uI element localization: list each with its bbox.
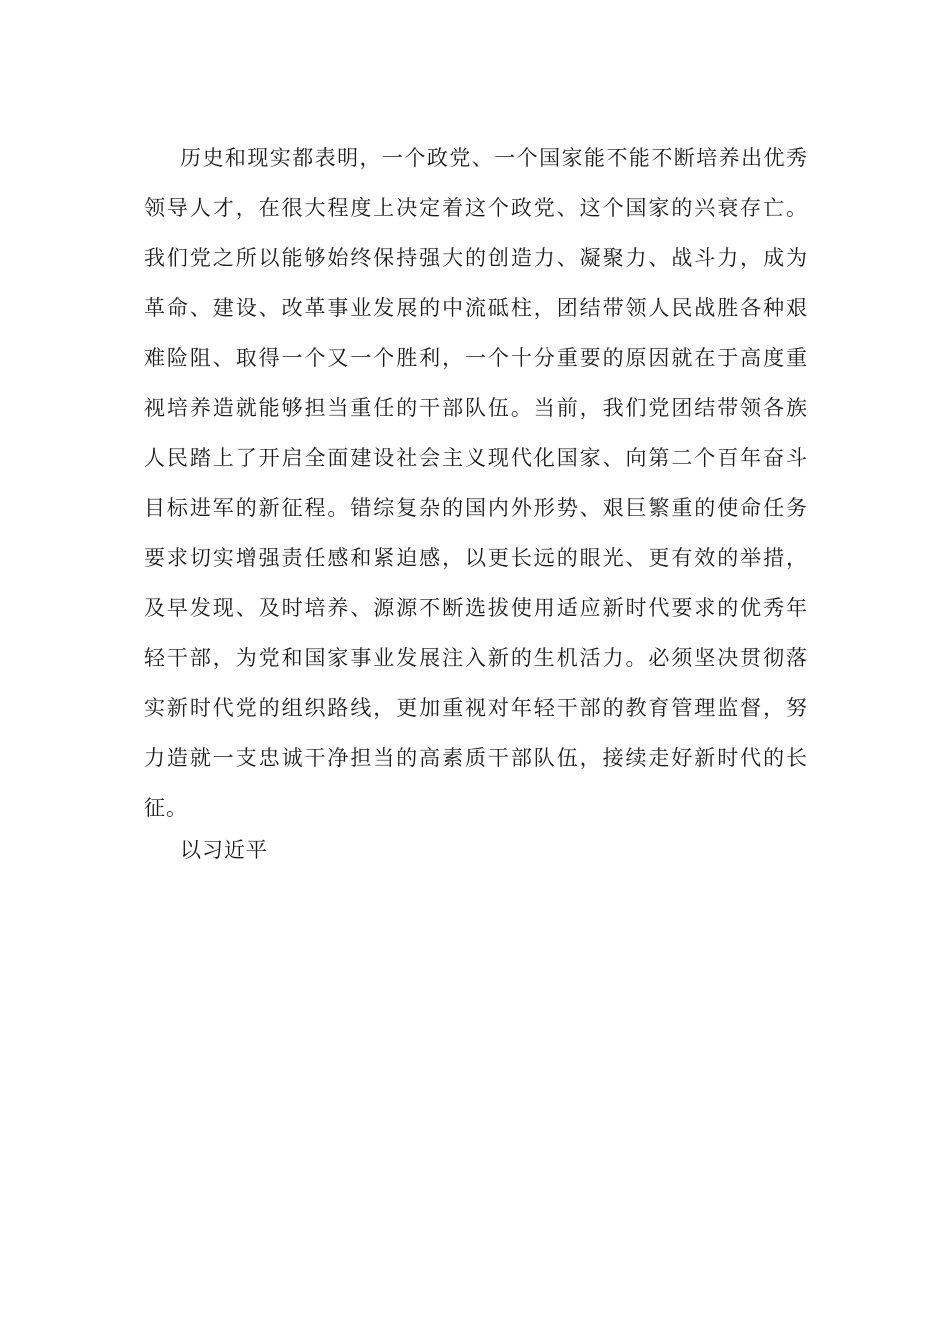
paragraph-line: 视培养造就能够担当重任的干部队伍。当前，我们党团结带领各族 [144,396,808,420]
paragraph-line: 革命、建设、改革事业发展的中流砥柱，团结带领人民战胜各种艰 [144,296,808,320]
paragraph-line: 轻干部，为党和国家事业发展注入新的生机活力。必须坚决贯彻落 [144,646,808,670]
paragraph-line: 征。 [144,796,188,820]
paragraph-line: 力造就一支忠诚干净担当的高素质干部队伍，接续走好新时代的长 [144,746,808,770]
signature-line: 以习近平 [180,838,268,862]
paragraph-line: 要求切实增强责任感和紧迫感，以更长远的眼光、更有效的举措， [144,546,808,570]
paragraph-line: 我们党之所以能够始终保持强大的创造力、凝聚力、战斗力，成为 [144,246,808,270]
body-paragraph [144,133,808,833]
paragraph-line: 人民踏上了开启全面建设社会主义现代化国家、向第二个百年奋斗 [144,446,808,470]
paragraph-line: 难险阻、取得一个又一个胜利，一个十分重要的原因就在于高度重 [144,346,808,370]
paragraph-line: 历史和现实都表明，一个政党、一个国家能不能不断培养出优秀 [180,146,808,170]
paragraph-line: 实新时代党的组织路线，更加重视对年轻干部的教育管理监督，努 [144,696,808,720]
paragraph-line: 目标进军的新征程。错综复杂的国内外形势、艰巨繁重的使命任务 [144,496,808,520]
paragraph-line: 领导人才，在很大程度上决定着这个政党、这个国家的兴衰存亡。 [144,196,808,220]
paragraph-line: 及早发现、及时培养、源源不断选拔使用适应新时代要求的优秀年 [144,596,808,620]
